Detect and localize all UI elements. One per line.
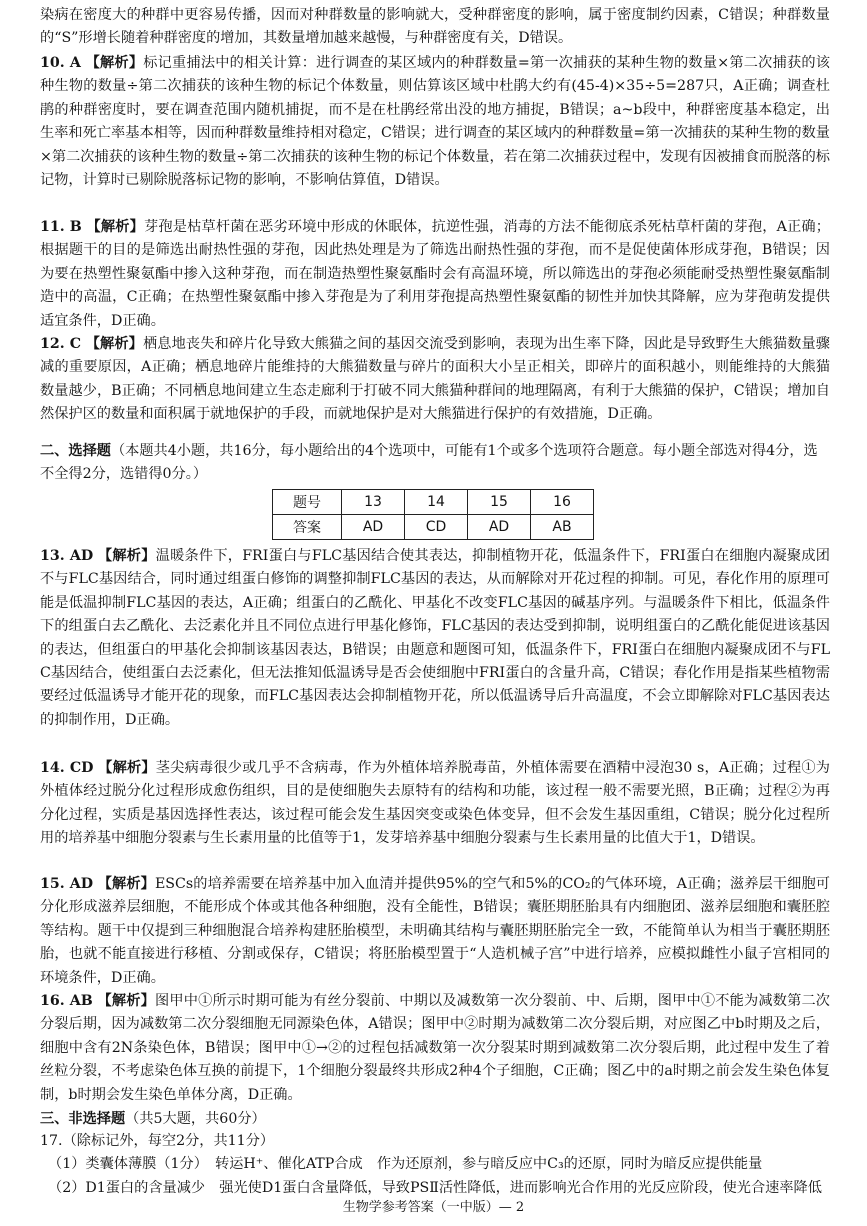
- q17-head: 17.（除标记外，每空2分，共11分）: [40, 1133, 275, 1149]
- answer-table-header-row: [273, 490, 594, 515]
- q14-number: 14. CD: [40, 760, 94, 776]
- q16-tag: 【解析】: [97, 993, 155, 1009]
- answer-table-answer-row: [273, 515, 594, 540]
- q16-number: 16. AB: [40, 993, 93, 1009]
- q14-text: 茎尖病毒很少或几乎不含病毒，作为外植体培养脱毒苗，外植体需要在酒精中浸泡30 s，A正确；过程①为外植体经过脱分化过程形成愈伤组织，目的是使细胞失去原特有的结构和功能，该过程一般不需要光照，B正确；过程②为再分化过程，实质是基因选择性表达，该过程可能会发生基因突变或染色体变异，但不会发生基因重组，C错误；脱分化过程所用的培养基中细胞分裂素与生长素用量的比值等于1，发芽培养基中细胞分裂素与生长素用量的比值大于1，D错误。: [40, 760, 830, 847]
- q12-tag: 【解析】: [85, 336, 143, 352]
- q13-text: 温暖条件下，FRI蛋白与FLC基因结合使其表达，抑制植物开花，低温条件下，FRI蛋白在细胞内凝聚成团不与FLC基因结合，同时通过组蛋白修饰的调整抑制FLC基因的表达，从而解除对开花过程的抑制。可见，春化作用的原理可能是低温抑制FLC基因的表达，A正确；组蛋白的乙酰化、甲基化不改变FLC基因的碱基序列。与温暖条件下相比，低温条件下的组蛋白去乙酰化、去泛素化并且不同位点进行甲基化修饰，FLC基因的表达受到抑制，说明组蛋白的乙酰化能促进该基因的表达，但组蛋白的甲基化会抑制该基因表达，B错误；由题意和题图可知，低温条件下，FRI蛋白在细胞内凝聚成团不与FLC基因结合，使组蛋白去泛素化，但无法推知低温诱导是否会使细胞中FRI蛋白的含量升高，C错误；春化作用是指某些植物需要经过低温诱导才能开花的现象，而FLC基因表达会抑制植物开花，所以低温诱导后升高温度，不会立即解除对FLC基因表达的抑制作用，D正确。: [40, 548, 830, 728]
- q11-number: 11. B: [40, 219, 82, 235]
- q15-tag: 【解析】: [97, 876, 155, 892]
- q17-line1: （1）类囊体薄膜（1分） 转运H⁺、催化ATP合成 作为还原剂，参与暗反应中C₃的还原，同时为暗反应提供能量: [48, 1156, 763, 1173]
- top-text: 染病在密度大的种群中更容易传播，因而对种群数量的影响就大，受种群密度的影响，属于密度制约因素，C错误；种群数量的“S”形增长随着种群密度的增加，其数量增加越来越慢，与种群密度有关，D错误。: [40, 7, 830, 47]
- question-14: [40, 757, 830, 851]
- section-3-title: 三、非选择题: [40, 1111, 126, 1127]
- table-cell: 15: [468, 490, 531, 515]
- table-cell: 14: [405, 490, 468, 515]
- table-cell: 题号: [273, 490, 342, 515]
- section-2-title: 二、选择题: [40, 443, 111, 459]
- question-15: [40, 873, 830, 990]
- q12-number: 12. C: [40, 336, 82, 352]
- question-10: [40, 52, 830, 192]
- table-cell: CD: [405, 515, 468, 540]
- answer-table: [272, 489, 594, 540]
- question-11: [40, 216, 830, 333]
- q15-number: 15. AD: [40, 876, 94, 892]
- q12-text: 栖息地丧失和碎片化导致大熊猫之间的基因交流受到影响，表现为出生率下降，因此是导致野生大熊猫数量骤减的重要原因，A正确；栖息地碎片能维持的大熊猫数量与碎片的面积大小呈正相关，即碎片的面积越小，则能维持的大熊猫数量越少，B正确；不同栖息地间建立生态走廊利于打破不同大熊猫种群间的地理隔离，有利于大熊猫的保护，C错误；增加自然保护区的数量和面积属于就地保护的手段，而就地保护是对大熊猫进行保护的有效措施，D正确。: [40, 336, 830, 423]
- q15-text: ESCs的培养需要在培养基中加入血清并提供95%的空气和5%的CO₂的气体环境，A正确；滋养层干细胞可分化形成滋养层细胞，不能形成个体或其他各种细胞，没有全能性，B错误；囊胚期胚胎具有内细胞团、滋养层细胞和囊胚腔等结构。题干中仅提到三种细胞混合培养构建胚胎模型，未明确其结构与囊胚期胚胎完全一致，不能简单认为相当于囊胚期胚胎，也就不能直接进行移植、分割或保存，C错误；将胚胎模型置于“人造机械子宫”中进行培养，应模拟雌性小鼠子宫相同的环境条件，D正确。: [40, 876, 830, 986]
- question-12: [40, 333, 830, 427]
- page-footer: 生物学参考答案（一中版）— 2: [342, 1200, 525, 1215]
- table-cell: 16: [531, 490, 594, 515]
- q10-text: 标记重捕法中的相关计算：进行调查的某区域内的种群数量=第一次捕获的某种生物的数量×第二次捕获的该种生物的数量÷第二次捕获的该种生物的标记个体数量，则估算该区域中杜鹃大约有(45-4)×35÷5=287只，A正确；调查杜鹃的种群密度时，要在调查范围内随机捕捉，而不是在杜鹃经常出没的地方捕捉，B错误；a~b段中，种群密度基本稳定，出生率和死亡率基本相等，因而种群数量维持相对稳定，C错误；进行调查的某区域内的种群数量=第一次捕获的某种生物的数量×第二次捕获的该种生物的数量÷第二次捕获的该种生物的标记个体数量，若在第二次捕获过程中，发现有因被捕食而脱落的标记物，计算时已剔除脱落标记物的影响，不影响估算值，D错误。: [40, 55, 830, 189]
- table-cell: AB: [531, 515, 594, 540]
- section-2-heading: [40, 440, 830, 487]
- table-cell: AD: [468, 515, 531, 540]
- section-3-heading: [40, 1108, 830, 1131]
- section-3-desc: （共5大题，共60分）: [125, 1111, 266, 1127]
- section-2-desc: （本题共4小题，共16分，每小题给出的4个选项中，可能有1个或多个选项符合题意。每小题全部选对得4分，选不全得2分，选错得0分。）: [40, 443, 818, 483]
- q16-text: 图甲中①所示时期可能为有丝分裂前、中期以及减数第一次分裂前、中、后期，图甲中①不能为减数第二次分裂后期，因为减数第二次分裂细胞无同源染色体，A错误；图甲中②时期为减数第二次分裂后期，对应图乙中b时期及之后，细胞中含有2N条染色体，B错误；图甲中①→②的过程包括减数第一次分裂某时期到减数第二次分裂后期，此过程中发生了着丝粒分裂，不考虑染色体互换的前提下，1个细胞分裂最终共形成2种4个子细胞，C正确；图乙中的a时期之前会发生染色体复制，b时期会发生染色单体分离，D正确。: [40, 993, 830, 1103]
- question-16: [40, 990, 830, 1107]
- q11-tag: 【解析】: [86, 219, 145, 235]
- q13-number: 13. AD: [40, 548, 94, 564]
- top-paragraph: [40, 4, 830, 51]
- question-17: [40, 1130, 830, 1200]
- q10-number: 10. A: [40, 55, 81, 71]
- table-cell: 答案: [273, 515, 342, 540]
- q11-text: 芽孢是枯草杆菌在恶劣环境中形成的休眠体，抗逆性强，消毒的方法不能彻底杀死枯草杆菌的芽孢，A正确；根据题干的目的是筛选出耐热性强的芽孢，因此热处理是为了筛选出耐热性强的芽孢，而不是促使菌体形成芽孢，B错误；因为要在热塑性聚氨酯中掺入这种芽孢，而在制造热塑性聚氨酯时会有高温环境，所以筛选出的芽孢必须能耐受热塑性聚氨酯制造中的高温，C正确；在热塑性聚氨酯中掺入芽孢是为了利用芽孢提高热塑性聚氨酯的韧性并加快其降解，应为芽孢萌发提供适宜条件，D正确。: [40, 219, 830, 329]
- table-cell: 13: [342, 490, 405, 515]
- q10-tag: 【解析】: [85, 55, 144, 71]
- q17-line2: （2）D1蛋白的含量减少 强光使D1蛋白含量降低，导致PSⅡ活性降低，进而影响光合作用的光反应阶段，使光合速率降低: [48, 1179, 822, 1196]
- table-cell: AD: [342, 515, 405, 540]
- question-13: [40, 545, 830, 732]
- q14-tag: 【解析】: [98, 760, 156, 776]
- q13-tag: 【解析】: [97, 548, 156, 564]
